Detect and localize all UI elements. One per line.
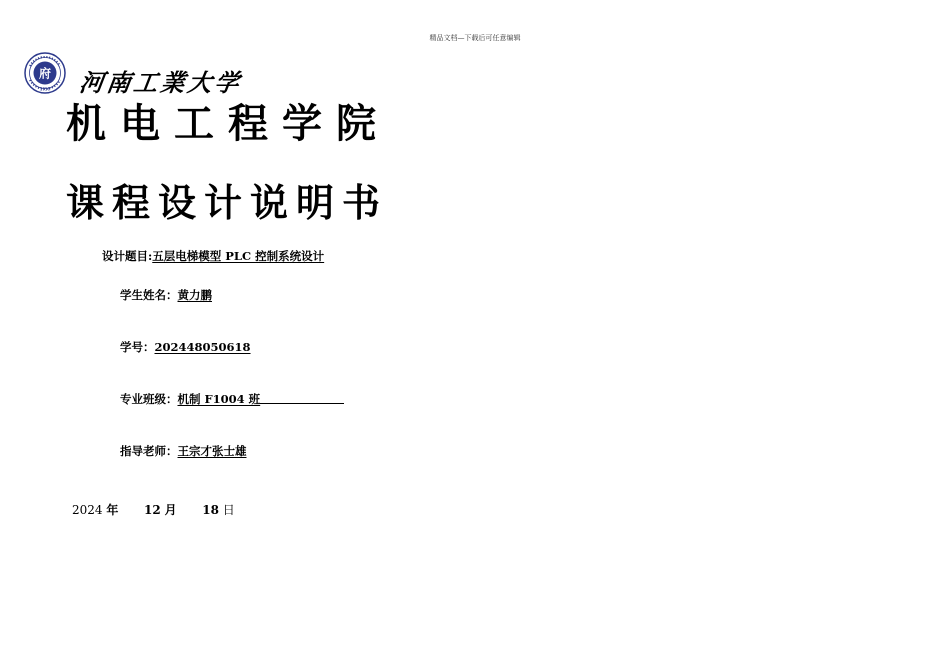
field-student-id-label: 学号： (120, 340, 155, 354)
clipped-heading (66, 100, 390, 147)
seal-glyph: 府 (38, 66, 52, 81)
field-class (120, 391, 344, 407)
field-teacher (120, 443, 247, 459)
field-teacher-value: 王宗才张士雄 (177, 444, 247, 458)
field-class-value: 机制 F1004 班 (177, 392, 261, 406)
field-name (120, 287, 212, 303)
date-day: 18 (202, 503, 219, 517)
watermark-text: 精品文档—下载后可任意编辑 (429, 34, 521, 42)
university-name-logo: 河南工業大学 (77, 68, 244, 97)
university-seal-logo (24, 52, 66, 94)
field-class-underline (260, 403, 344, 404)
date-month: 12 (144, 503, 161, 517)
document-title: 课程设计说明书 (66, 180, 389, 225)
field-student-id-value: 202448050618 (154, 340, 251, 354)
seal-year: 1956 (39, 86, 51, 92)
date-year: 2024 (72, 503, 103, 517)
field-class-label: 专业班级： (120, 392, 178, 406)
field-topic-label: 设计题目: (102, 249, 153, 263)
clipped-heading-text: 机电工程学院 (66, 100, 390, 147)
date-year-unit: 年 (106, 503, 119, 517)
document-date (72, 501, 235, 518)
field-teacher-label: 指导老师： (120, 444, 178, 458)
date-day-unit: 日 (222, 503, 235, 517)
field-name-value: 黄力鹏 (177, 288, 212, 302)
date-month-unit: 月 (164, 503, 177, 517)
field-student-id (120, 339, 251, 355)
field-topic-value: 五层电梯模型 PLC 控制系统设计 (152, 249, 325, 263)
field-topic (102, 248, 324, 264)
field-name-label: 学生姓名： (120, 288, 178, 302)
